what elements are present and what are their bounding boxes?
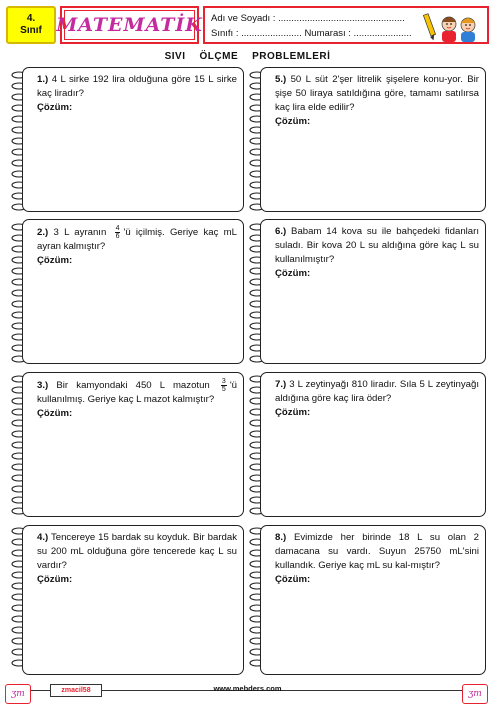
solution-label: Çözüm: (275, 268, 311, 279)
solution-label: Çözüm: (37, 102, 73, 113)
grade-badge (6, 6, 56, 44)
footer-code-badge: zmacil58 (50, 684, 102, 697)
fraction (115, 225, 121, 240)
class-number-field-label: Sınıfı : ....................... Numarası : ...................... (211, 28, 412, 39)
fraction-numerator: 4 (115, 225, 120, 232)
subject-title: MATEMATİK (56, 14, 203, 36)
kids-illustration-icon (423, 10, 483, 44)
question-number: 7.) (275, 379, 287, 390)
question-text: 50 L süt 2'şer litrelik şişelere konu-yor. Bir şişe 50 liraya satıldığına göre, tamamı satılırsa kaç lira elde edilir? (275, 74, 479, 113)
question-text: Tencereye 15 bardak su koyduk. Bir bardak su 200 mL olduğuna göre tencerede kaç L su vardır? (37, 532, 237, 571)
name-field-label: Adı ve Soyadı : ................................................ (211, 13, 405, 24)
solution-label: Çözüm: (275, 407, 311, 418)
subject-title-box (56, 6, 203, 44)
solution-label: Çözüm: (275, 116, 311, 127)
question-card-4 (22, 525, 244, 675)
footer-logo-left (5, 684, 31, 704)
question-text: Evimizde her birinde 18 L su olan 2 damacana su vardı. Suyun 25750 mL'sini kullandık. Geriye kaç mL su kal-mıştır? (275, 532, 479, 571)
question-card-5 (260, 67, 486, 212)
question-text-start: 3 L ayranın (53, 227, 107, 239)
solution-label: Çözüm: (37, 255, 73, 267)
question-card-8 (260, 525, 486, 675)
question-text-end: 'ü kullanılmış. Geriye kaç L mazot kalmıştır? (37, 380, 237, 406)
section-title-word-1: SIVI (164, 51, 186, 62)
fraction (221, 378, 227, 393)
fraction-denominator: 5 (221, 386, 226, 393)
solution-label: Çözüm: (275, 574, 311, 585)
footer-logo-right (462, 684, 488, 704)
solution-label: Çözüm: (37, 408, 73, 420)
question-number: 4.) (37, 532, 49, 543)
question-number: 6.) (275, 226, 287, 237)
worksheet-section-title (0, 51, 495, 62)
solution-label: Çözüm: (37, 574, 73, 585)
question-card-6 (260, 219, 486, 364)
grade-number: 4. (26, 13, 36, 24)
question-text-start: Bir kamyondaki 450 L mazotun (56, 380, 210, 392)
question-text-end: 'ü içilmiş. Geriye kaç mL ayran kalmıştır? (37, 227, 237, 253)
footer-logo-left-text: ʒm (11, 689, 25, 699)
section-title-word-3: PROBLEMLERİ (252, 51, 331, 62)
question-text: Babam 14 kova su ile bahçedeki fidanları suladı. Bir kova 20 L su aldığına göre kaç L su kullanılmıştır? (275, 226, 479, 265)
question-number: 8.) (275, 532, 287, 543)
fraction-numerator: 3 (221, 378, 226, 385)
grade-label: Sınıf (20, 25, 42, 36)
question-number: 3.) (37, 380, 49, 392)
question-number: 5.) (275, 74, 287, 85)
question-card-7 (260, 372, 486, 517)
question-card-2 (22, 219, 244, 364)
question-card-1 (22, 67, 244, 212)
question-number: 2.) (37, 227, 49, 239)
section-title-word-2: ÖLÇME (199, 51, 239, 62)
student-info-box (203, 6, 489, 44)
footer-website: www.mebders.com (213, 684, 282, 693)
question-number: 1.) (37, 74, 49, 85)
footer-logo-right-text: ʒm (468, 689, 482, 699)
question-card-3 (22, 372, 244, 517)
question-text: 3 L zeytinyağı 810 liradır. Sıla 5 L zeytinyağı aldığına göre kaç lira öder? (275, 379, 479, 404)
fraction-denominator: 6 (115, 233, 120, 240)
question-text: 4 L sirke 192 lira olduğuna göre 15 L sirke kaç liradır? (37, 74, 237, 99)
